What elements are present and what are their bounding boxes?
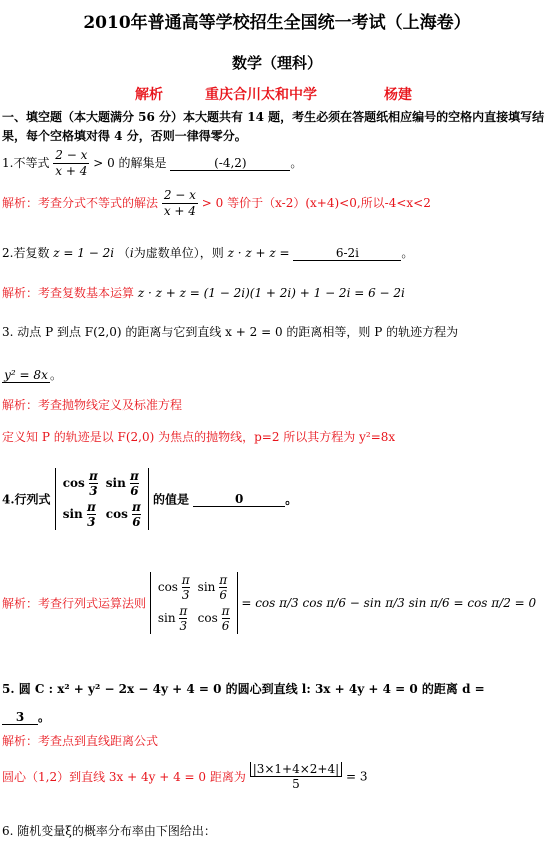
section-heading: 一、填空题（本大题满分 56 分）本大题共有 14 题，考生必须在答题纸相应编号的空格内直接填写结果，每个空格填对得 4 分，否则一律得零分。 (2, 110, 545, 143)
q3-answer: y² = 8x (2, 368, 50, 383)
q5-explain: 圆心（1,2）到直线 3x + 4y + 4 = 0 距离为 $\frac{|3\times 1+4\times 2+4|}{5}$ = 3 (2, 762, 368, 791)
q5-answer: 3 (2, 710, 38, 725)
q1-prefix: 1.不等式 (2, 156, 50, 170)
q5-analysis: 解析：考查点到直线距离公式 (2, 734, 159, 748)
q5-answer-line: 3 。 (2, 708, 50, 725)
q2-expression: z = 1 − 2i (53, 246, 115, 260)
q4-analysis-determinant: cos $\frac{\pi}{3}$ sin $\frac{\pi}{6}$ sin $\frac{\pi}{3}$ cos $\frac{\pi}{6}$ (150, 572, 238, 634)
page-title: 2010年普通高等学校招生全国统一考试（上海卷） (83, 13, 471, 33)
q5-distance-fraction: $\frac{|3\times 1+4\times 2+4|}{5}$ (250, 762, 342, 791)
q1-analysis: 解析：考查分式不等式的解法 $\frac{2 - x}{x + 4}$ > 0 等价于（x-2）(x+4)<0,所以-4<x<2 (2, 188, 431, 218)
q4-analysis: 解析：考查行列式运算法则 cos $\frac{\pi}{3}$ sin $\frac{\pi}{6}$ sin $\frac{\pi}{3}$ cos $\frac{\pi}{6}$ = cos π/3 cos π/6 − sin π/3 sin π/6 = cos π/2 = 0 (2, 573, 537, 633)
q4-answer: 0 (193, 492, 285, 507)
question-3: 3. 动点 P 到点 F(2,0) 的距离与它到直线 x + 2 = 0 的距离相等，则 P 的轨迹方程为 (2, 325, 459, 339)
q2-answer: 6-2i (293, 246, 401, 261)
question-5: 5. 圆 C : x² + y² − 2x − 4y + 4 = 0 的圆心到直线 l: 3x + 4y + 4 = 0 的距离 d = (2, 682, 485, 696)
q4-determinant: cos $\frac{\pi}{3}$ sin $\frac{\pi}{6}$ sin $\frac{\pi}{3}$ cos $\frac{\pi}{6}$ (55, 468, 149, 530)
q3-answer-line: y² = 8x 。 (2, 366, 62, 383)
page-subtitle: 数学（理科） (231, 54, 322, 72)
school-name: 重庆合川太和中学 (205, 87, 317, 103)
q3-explain: 定义知 P 的轨迹是以 F(2,0) 为焦点的抛物线，p=2 所以其方程为 y²=8x (2, 430, 396, 444)
question-4: 4.行列式 cos $\frac{\pi}{3}$ sin $\frac{\pi}{6}$ sin $\frac{\pi}{3}$ cos $\frac{\pi}{6}$ 的值是 0 。 (2, 469, 298, 529)
q1-answer: (-4,2) (170, 156, 290, 171)
author-name: 杨建 (384, 87, 412, 103)
q1-compare: > 0 的解集是 (93, 156, 167, 170)
q3-analysis: 解析：考查抛物线定义及标准方程 (2, 398, 183, 412)
question-2: 2.若复数 z = 1 − 2i （i为虚数单位），则 z · z + z = 6-2i 。 (2, 246, 414, 260)
analysis-label: 解析 (135, 87, 163, 103)
q1-analysis-fraction: $\frac{2 - x}{x + 4}$ (163, 188, 196, 218)
question-6: 6. 随机变量ξ的概率分布率由下图给出： (2, 824, 216, 838)
q2-expression-2: z · z + z = (227, 246, 290, 260)
q1-fraction: $\frac{2 - x}{x + 4}$ (55, 148, 88, 178)
question-1: 1.不等式 $\frac{2 - x}{x + 4}$ > 0 的解集是 (-4,2) 。 (2, 148, 303, 178)
q2-analysis: 解析：考查复数基本运算 z · z + z = (1 − 2i)(1 + 2i) + 1 − 2i = 6 − 2i (2, 286, 405, 300)
